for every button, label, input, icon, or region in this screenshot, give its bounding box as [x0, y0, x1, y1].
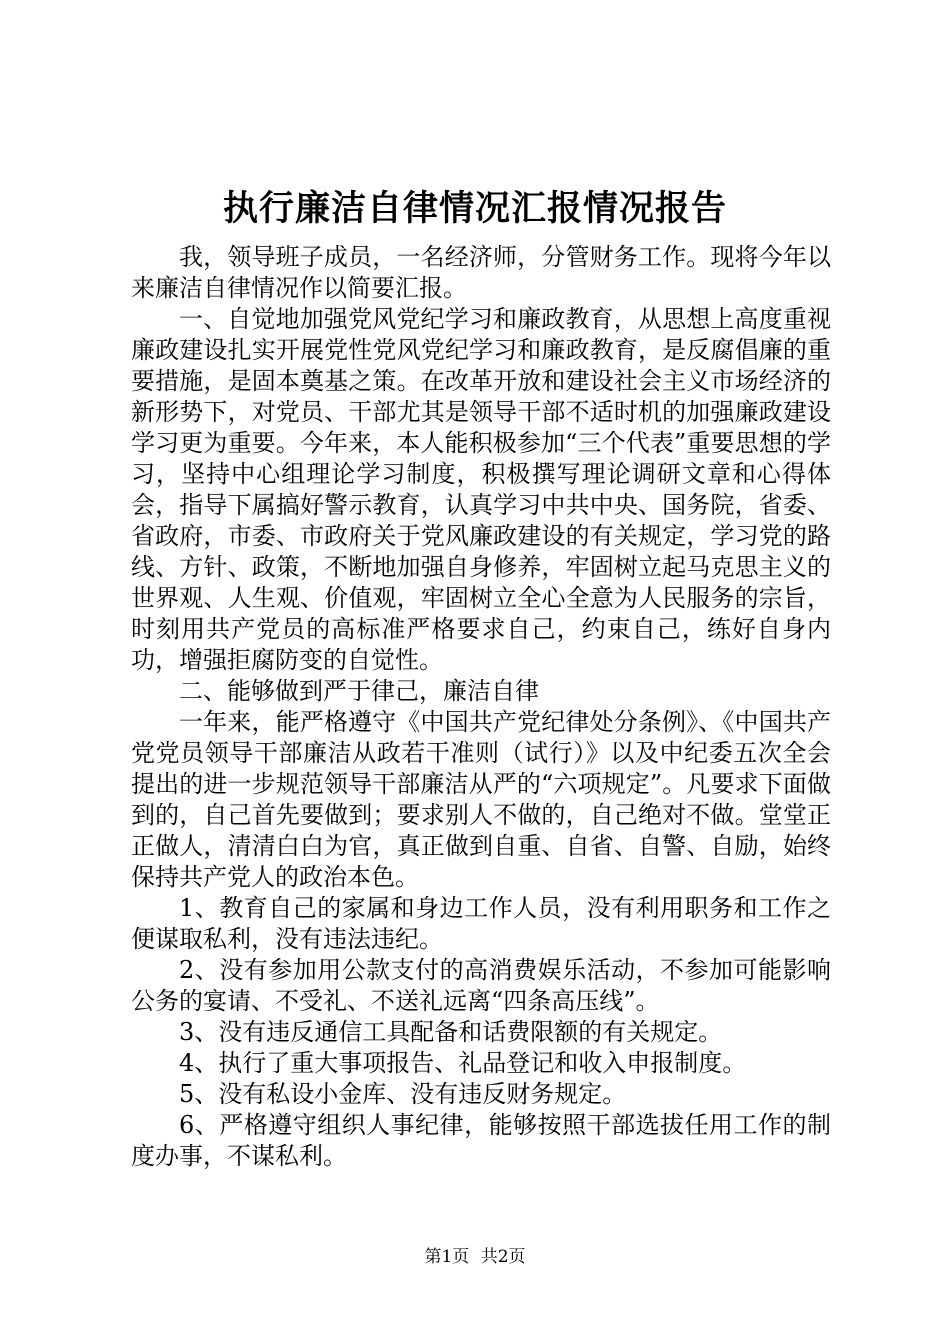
- document-title: 执行廉洁自律情况汇报情况报告: [222, 188, 727, 229]
- document-body: [131, 242, 831, 1172]
- paragraph-item-5: 5、没有私设小金库、没有违反财务规定。: [179, 1080, 627, 1108]
- paragraph-item-2: 2、没有参加用公款支付的高消费娱乐活动，不参加可能影响公务的宴请、不受礼、不送礼远离“四条高压线”。: [131, 956, 831, 1015]
- paragraph-item-1: 1、教育自己的家属和身边工作人员，没有利用职务和工作之便谋取私利，没有违法违纪。: [131, 894, 831, 953]
- page-number-footer: 第1页 共2页: [424, 1247, 526, 1267]
- paragraph-item-4: 4、执行了重大事项报告、礼品登记和收入申报制度。: [179, 1049, 747, 1077]
- paragraph-section-2-heading: 二、能够做到严于律己，廉洁自律: [179, 677, 539, 705]
- paragraph-item-6: 6、严格遵守组织人事纪律，能够按照干部选拔任用工作的制度办事，不谋私利。: [131, 1111, 831, 1170]
- paragraph-section-1: 一、自觉地加强党风党纪学习和廉政教育，从思想上高度重视廉政建设扎实开展党性党风党纪学习和廉政教育，是反腐倡廉的重要措施，是固本奠基之策。在改革开放和建设社会主义市场经济的新形势下，对党员、干部尤其是领导干部不适时机的加强廉政建设学习更为重要。今年来，本人能积极参加“三个代表”重要思想的学习，坚持中心组理论学习制度，积极撰写理论调研文章和心得体会，指导下属搞好警示教育，认真学习中共中央、国务院，省委、省政府，市委、市政府关于党风廉政建设的有关规定，学习党的路线、方针、政策，不断地加强自身修养，牢固树立起马克思主义的世界观、人生观、价值观，牢固树立全心全意为人民服务的宗旨，时刻用共产党员的高标准严格要求自己，约束自己，练好自身内功，增强拒腐防变的自觉性。: [131, 305, 831, 674]
- paragraph-section-2-body: 一年来，能严格遵守《中国共产党纪律处分条例》、《中国共产党党员领导干部廉洁从政若干准则（试行）》以及中纪委五次全会提出的进一步规范领导干部廉洁从严的“六项规定”。凡要求下面做到的，自己首先要做到；要求别人不做的，自己绝对不做。堂堂正正做人，清清白白为官，真正做到自重、自省、自警、自励，始终保持共产党人的政治本色。: [131, 708, 831, 891]
- paragraph-item-3: 3、没有违反通信工具配备和话费限额的有关规定。: [179, 1018, 723, 1046]
- paragraph-intro: 我，领导班子成员，一名经济师，分管财务工作。现将今年以来廉洁自律情况作以简要汇报。: [131, 243, 831, 302]
